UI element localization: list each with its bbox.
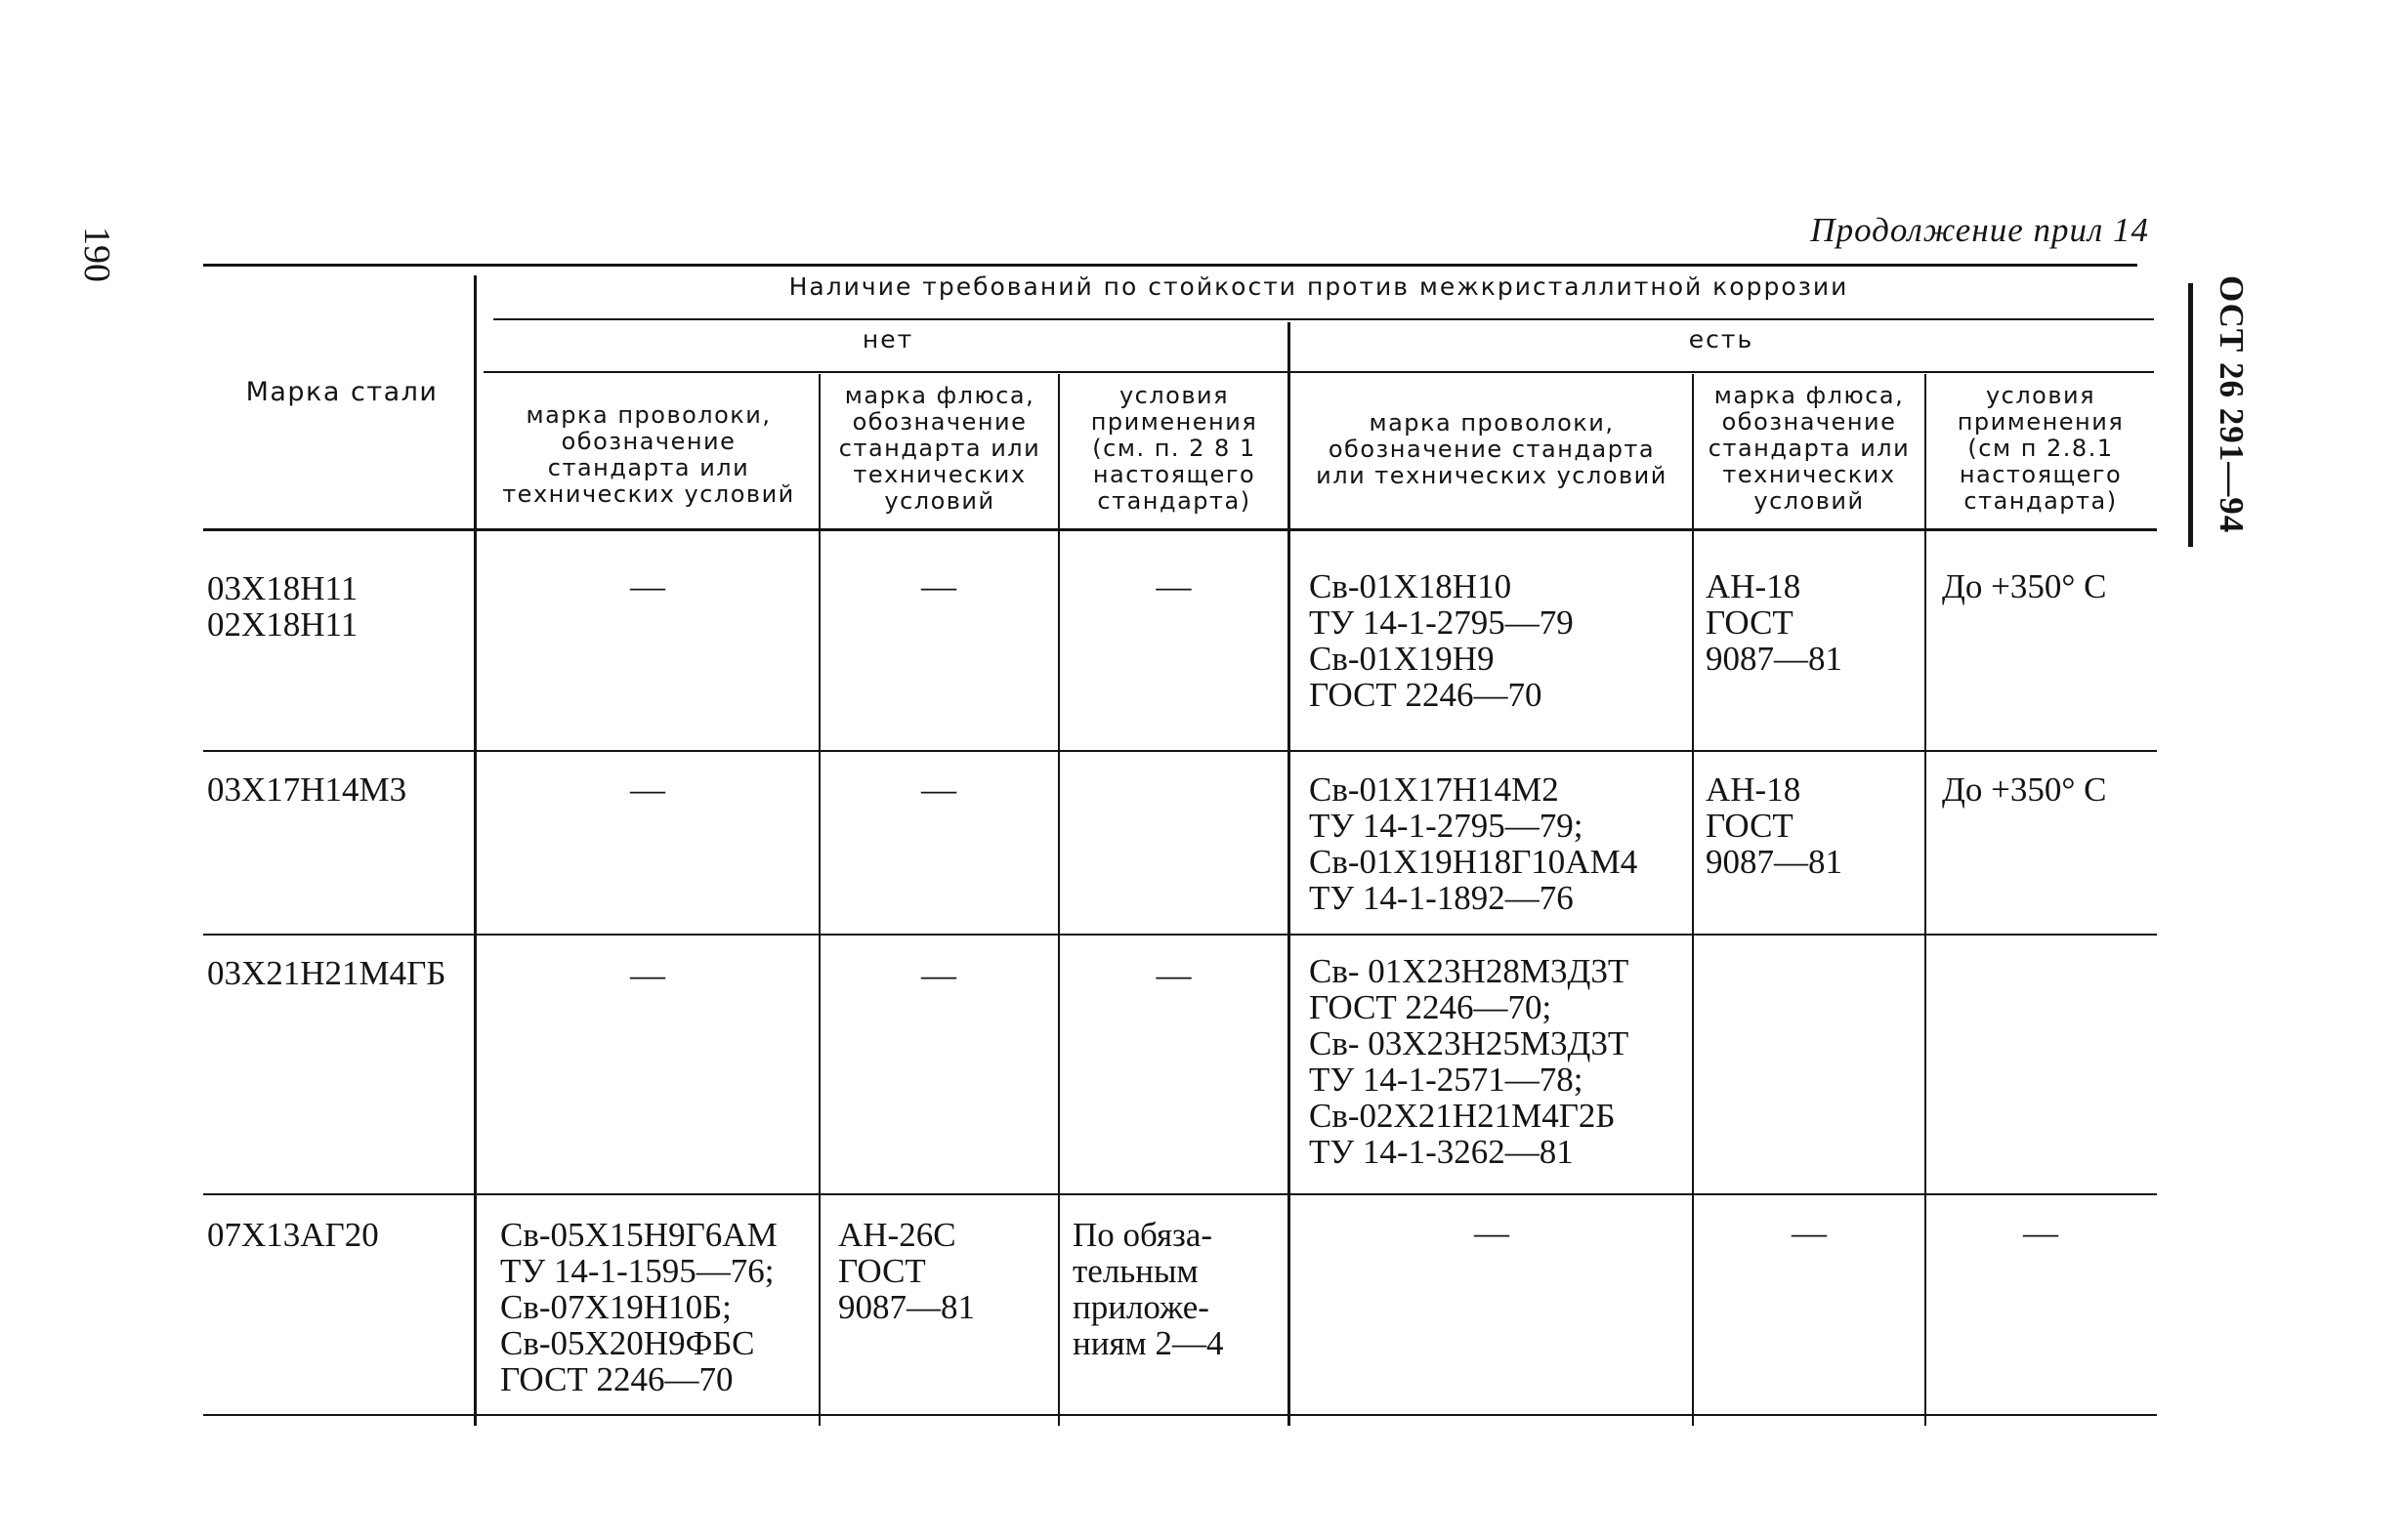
group-header-rule [493, 318, 2154, 320]
no-wire-row-1: — [630, 566, 665, 605]
no-flux-row-2: — [921, 770, 956, 809]
row-rule-3 [203, 1193, 2157, 1195]
no-wire-row-2: — [630, 770, 665, 809]
row-rule-2 [203, 934, 2157, 936]
no-flux-row-3: — [921, 955, 956, 994]
yes-wire-row-3: Св- 01Х23Н28М3Д3Т ГОСТ 2246—70; Св- 03Х23Н25М3Д3Т ТУ 14-1-2571—78; Св-02Х21Н21М4Г2Б ТУ 14-1-3262—81 [1309, 952, 1629, 1171]
yes-wire-divider [1692, 374, 1694, 1426]
steel-grade-row-1: 03Х18Н11 02Х18Н11 [207, 569, 359, 644]
yes-flux-row-4: — [1792, 1213, 1827, 1252]
header-bottom-rule [203, 528, 2157, 531]
table-bottom-rule [203, 1414, 2157, 1416]
yes-conditions-row-4: — [2023, 1213, 2058, 1252]
page-number: 190 [76, 227, 117, 282]
header-no: нет [862, 325, 914, 354]
table-top-rule [203, 264, 2137, 267]
yes-conditions-row-2: До +350° С [1942, 770, 2107, 809]
header-yes-wire: марка проволоки, обозначение стандарта или технических условий [1316, 409, 1667, 489]
no-flux-row-4: АН-26С ГОСТ 9087—81 [838, 1216, 975, 1326]
no-yes-divider [1287, 322, 1290, 1426]
steel-grade-row-2: 03Х17Н14М3 [207, 770, 407, 809]
header-no-wire: марка проволоки, обозначение стандарта или технических условий [502, 401, 795, 508]
continuation-caption: Продолжение прил 14 [1810, 211, 2149, 249]
header-steel-grade: Марка стали [245, 377, 439, 407]
yes-flux-divider [1924, 374, 1926, 1426]
steel-column-divider [474, 275, 477, 1426]
no-flux-row-1: — [921, 566, 956, 605]
header-no-conditions: условия применения (см. п. 2 8 1 настоящего стандарта) [1090, 382, 1258, 515]
steel-grade-row-4: 07Х13АГ20 [207, 1216, 379, 1254]
yes-wire-row-4: — [1474, 1213, 1509, 1252]
yes-conditions-row-1: До +350° С [1942, 567, 2107, 605]
document-code: ОСТ 26 291—94 [2213, 275, 2251, 534]
no-conditions-row-1: — [1156, 566, 1192, 605]
steel-grade-row-3: 03Х21Н21М4ГБ [207, 954, 446, 992]
subheader-rule [484, 371, 2154, 373]
row-rule-1 [203, 750, 2157, 752]
no-wire-divider [819, 374, 821, 1426]
header-yes-flux: марка флюса, обозначение стандарта или технических условий [1708, 382, 1911, 515]
header-no-flux: марка флюса, обозначение стандарта или технических условий [838, 382, 1041, 515]
yes-wire-row-1: Св-01Х18Н10 ТУ 14-1-2795—79 Св-01Х19Н9 ГОСТ 2246—70 [1309, 567, 1574, 714]
no-wire-row-4: Св-05Х15Н9Г6АМ ТУ 14-1-1595—76; Св-07Х19Н10Б; Св-05Х20Н9ФБС ГОСТ 2246—70 [500, 1216, 778, 1398]
header-yes: есть [1688, 325, 1754, 354]
header-corrosion-requirements: Наличие требований по стойкости против межкристаллитной коррозии [788, 272, 1849, 301]
no-wire-row-3: — [630, 955, 665, 994]
yes-wire-row-2: Св-01Х17Н14М2 ТУ 14-1-2795—79; Св-01Х19Н18Г10АМ4 ТУ 14-1-1892—76 [1309, 770, 1638, 917]
no-flux-divider [1058, 374, 1060, 1426]
header-yes-conditions: условия применения (см п 2.8.1 настоящего стандарта) [1957, 382, 2125, 515]
yes-flux-row-2: АН-18 ГОСТ 9087—81 [1706, 770, 1842, 881]
yes-flux-row-1: АН-18 ГОСТ 9087—81 [1706, 567, 1842, 678]
no-conditions-row-3: — [1156, 955, 1192, 994]
no-conditions-row-4: По обяза- тельным приложе- ниям 2—4 [1073, 1216, 1224, 1362]
